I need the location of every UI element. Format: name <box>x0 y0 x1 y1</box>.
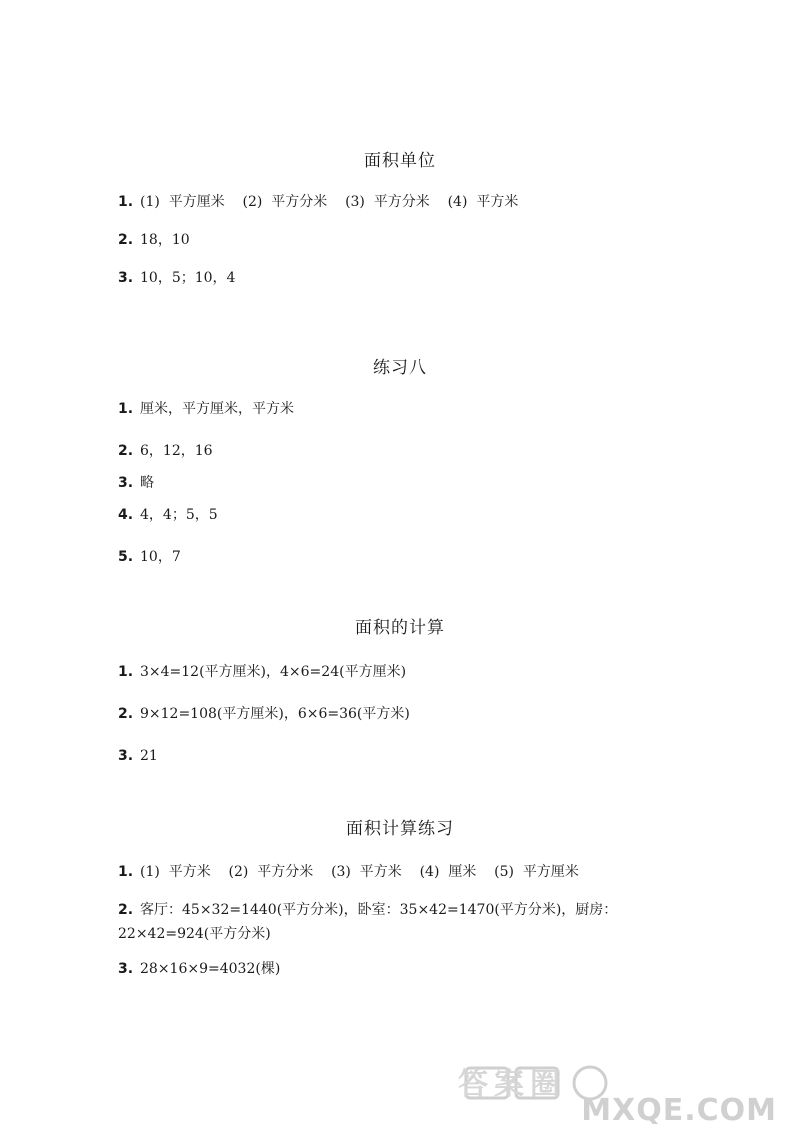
answer-item <box>118 266 235 290</box>
item-text: (1) 平方米 (2) 平方分米 (3) 平方米 (4) 厘米 (5) 平方厘米 <box>140 864 579 880</box>
item-text: 4，4；5，5 <box>140 507 218 523</box>
item-text: 6，12，16 <box>140 443 213 459</box>
answer-item <box>118 228 190 252</box>
answer-item <box>118 397 294 421</box>
item-number: 2. <box>118 443 134 459</box>
item-number: 1. <box>118 401 134 417</box>
section-title-area-calculation-practice: 面积计算练习 <box>346 819 454 839</box>
section-title-exercise-8: 练习八 <box>373 358 427 378</box>
item-text: 厘米，平方厘米，平方米 <box>140 401 294 417</box>
answer-item <box>118 190 518 214</box>
item-text: 客厅：45×32=1440(平方分米)，卧室：35×42=1470(平方分米)，厨房： <box>140 902 618 918</box>
answer-item <box>118 898 617 946</box>
answer-item <box>118 957 280 981</box>
watermark-logo <box>422 1062 782 1124</box>
answer-item <box>118 503 218 527</box>
item-number: 1. <box>118 664 134 680</box>
item-number: 3. <box>118 475 134 491</box>
item-number: 2. <box>118 232 134 248</box>
answer-item <box>118 744 158 768</box>
item-number: 3. <box>118 961 134 977</box>
svg-text:答案圈: 答案圈 <box>458 1067 566 1102</box>
item-text: 略 <box>140 475 154 491</box>
answer-item <box>118 545 181 569</box>
item-number: 2. <box>118 706 134 722</box>
item-text: 21 <box>140 748 158 764</box>
item-number: 5. <box>118 549 134 565</box>
item-text: 18，10 <box>140 232 190 248</box>
svg-text:MXQE.COM: MXQE.COM <box>581 1093 777 1124</box>
answer-item <box>118 702 410 726</box>
answer-item <box>118 860 579 884</box>
item-number: 2. <box>118 902 134 918</box>
section-title-area-calculation: 面积的计算 <box>355 618 445 638</box>
item-text: 10，7 <box>140 549 181 565</box>
answer-item <box>118 660 406 684</box>
item-number: 3. <box>118 270 134 286</box>
item-text: 28×16×9=4032(棵) <box>140 961 281 977</box>
item-number: 3. <box>118 748 134 764</box>
answer-item <box>118 471 154 495</box>
answer-item <box>118 439 213 463</box>
item-text: 9×12=108(平方厘米)，6×6=36(平方米) <box>140 706 410 722</box>
item-text: 10，5；10，4 <box>140 270 236 286</box>
section-title-area-units: 面积单位 <box>364 151 436 171</box>
item-text: (1) 平方厘米 (2) 平方分米 (3) 平方分米 (4) 平方米 <box>140 194 519 210</box>
item-text-continuation: 22×42=924(平方分米) <box>118 926 271 942</box>
item-number: 1. <box>118 194 134 210</box>
item-number: 4. <box>118 507 134 523</box>
item-number: 1. <box>118 864 134 880</box>
item-text: 3×4=12(平方厘米)，4×6=24(平方厘米) <box>140 664 407 680</box>
